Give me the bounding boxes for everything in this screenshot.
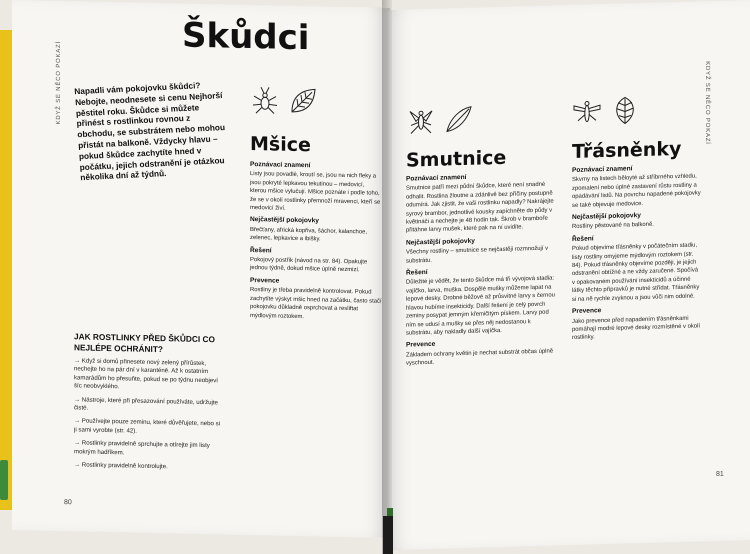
right-page bbox=[386, 0, 750, 550]
section-heading: Prevence bbox=[406, 341, 436, 349]
list-item: → Rostlinky pravidelně sprchujte a otírejte jim listy mokrým hadříkem. bbox=[74, 439, 210, 457]
fungus-gnat-icon bbox=[406, 105, 436, 136]
section-heading: Poznávací znamení bbox=[572, 165, 633, 174]
page-title: Škůdci bbox=[182, 15, 310, 59]
thrips-icons bbox=[572, 95, 640, 127]
section-heading: Nejčastější pokojovky bbox=[572, 212, 641, 222]
leaf-icon bbox=[444, 104, 474, 135]
page-number: 80 bbox=[64, 499, 72, 507]
mite-insect-icon bbox=[250, 85, 280, 116]
pest-description bbox=[250, 157, 382, 323]
section-text: Smutnice patří mezi půdní škůdce, které není snadné odhalit. Rostlina žloutne a zdánlivě bez příčiny postupně odumírá. Jak zjistit, že vaši rostlinku napadly? Nakrájejte syrový brambor, jednotlivé kousky zapíchněte do půdy v květináči a nechejte je 48 hodin tak. Škrob v bramboře přitáhne larvy mušek, které pak na ní uvidíte. bbox=[406, 182, 554, 235]
section-text: Jako prevence před napadením třásněnkami pomáhají modré lepové desky rozmístěné v okolí rostlinky. bbox=[572, 315, 701, 342]
section-text: Rostliny je třeba pravidelně kontrolovat. Pokud zachytíte výskyt mšic hned na začátku, často stačí pokojovku důkladně osprchovat a resliftat mýdlovým roztokem. bbox=[250, 287, 382, 320]
section-text: Základem ochrany květin je nechat substrát občas úplně vyschnout. bbox=[406, 348, 554, 367]
chapter-label: KDYŽ SE NĚCO POKAZÍ bbox=[56, 40, 62, 125]
list-item: → Rostlinky pravidelně kontrolujte. bbox=[74, 461, 168, 471]
pest-heading: Smutnice bbox=[406, 146, 507, 172]
section-text: Listy jsou povadlé, kroutí se, jsou na nich fleky a jsou pokryté lepkavou tekutinou – medovicí, kterou mšice vylučují. Mšice poznáte i podle toho, že se v okolí rostlinky přemnoží mravenci, kteří se medovicí živí. bbox=[250, 171, 381, 212]
section-text: Břečťany, africká kopřiva, šáchor, kalanchoe, zelenec, lepkavice a ibišky. bbox=[250, 226, 368, 243]
list-item: → Když si domů přinesete nový zelený přírůstek, nechejte ho na pár dní v karanténě. Až k ostatním kamarádům ho přesuňte, pokud se po týdnu neobjeví šíc neobvyklého. bbox=[74, 357, 218, 391]
intro-paragraph: Napadli vám pokojovku škůdci? Nebojte, neodnesete si cenu Nejhorší pěstitel roku. Škůdce si můžete přinést s rostlinkou rovnou z obchodu, se substrátem nebo mohou přistát na balkoně. Vždycky hlavu – pokud škůdce zachytíte hned v počátku, jejich odstranění je otázkou několika dní až týdnů. bbox=[74, 80, 226, 183]
prevention-box bbox=[74, 331, 224, 478]
gnat-icons bbox=[406, 104, 474, 136]
left-page bbox=[12, 0, 390, 538]
section-text: Pokojový postřik (návod na str. 84). Opakujte jednou týdně, dokud mšice úplně nezmizí. bbox=[250, 257, 368, 274]
cover-decoration bbox=[0, 460, 8, 500]
book-cover-edge bbox=[0, 30, 12, 510]
pest-description bbox=[406, 167, 556, 368]
section-heading: Nejčastější pokojovky bbox=[250, 216, 319, 225]
prevention-heading: JAK ROSTLINKY PŘED ŠKŮDCI CO NEJLÉPE OCHRÁNIT? bbox=[74, 331, 215, 354]
list-item: → Nástroje, které při přesazování používáte, udržujte čisté. bbox=[74, 395, 218, 412]
thrips-insect-icon bbox=[572, 96, 602, 127]
section-text: Pokud objevíme třásněnky v počátečním stadiu, listy rostliny omyjeme mýdlovým roztokem (str. 84). Pokud třásněnky objevíme později, je jejich odstranění obtížné a ne vždy zaručené. Spočívá v opakovaném používání insekticidů a účinné látky těchto přípravků je nutné střídat. Třásněnky si na ně rychle zvyknou a jsou vůči nim odolné. bbox=[572, 242, 700, 303]
section-text: Důležité je vědět, že tento škůdce má tři vývojová stadia: vajíčko, larva, muška. Dospělé mušky můžeme lapat na lepové desky. Drobné běžové až průsvitné larvy s černou hlavou hubíme insekticidy. Další řešení je celý povrch zeminy posypat jemným křemičitým pískem. Larvy pod ním se udusí a mušky se přes něj nedostanou k substrátu, aby nakladly další vajíčka. bbox=[406, 275, 555, 337]
chapter-label: KDYŽ SE NĚCO POKAZÍ bbox=[704, 61, 710, 145]
leaf-icon bbox=[610, 95, 640, 126]
section-text: Všechny rostliny – smutnice se nejčastěji rozmnožují v substrátu. bbox=[406, 245, 549, 265]
list-item: → Používejte pouze zeminu, které důvěřujete, nebo si ji sami vyrobte (str. 42). bbox=[74, 417, 220, 435]
pest-heading: Třásněnky bbox=[572, 137, 682, 163]
section-heading: Řešení bbox=[406, 269, 428, 277]
bookmark-ribbon bbox=[383, 516, 393, 554]
section-heading: Nejčastější pokojovky bbox=[406, 237, 475, 247]
mite-icons bbox=[250, 85, 318, 116]
section-heading: Řešení bbox=[250, 246, 272, 255]
pest-heading: Mšice bbox=[250, 132, 311, 157]
section-text: Skvrny na listech běloyté až stříbrného vzhledu, zpomalení nebo úplné zastavení růstu rostliny a opadávání listů. Na povrchu napadené pokojovky se také objevuje medovice. bbox=[572, 173, 701, 209]
section-heading: Prevence bbox=[572, 307, 602, 316]
section-heading: Poznávací znamení bbox=[406, 173, 467, 183]
section-text: Rostliny pěstované na balkoně. bbox=[572, 222, 654, 231]
section-heading: Řešení bbox=[572, 235, 594, 243]
pest-description bbox=[572, 159, 702, 342]
section-heading: Poznávací znamení bbox=[250, 160, 311, 170]
book-gutter bbox=[382, 0, 392, 554]
leaf-icon bbox=[288, 86, 318, 117]
page-number: 81 bbox=[716, 470, 724, 478]
section-heading: Prevence bbox=[250, 276, 280, 285]
